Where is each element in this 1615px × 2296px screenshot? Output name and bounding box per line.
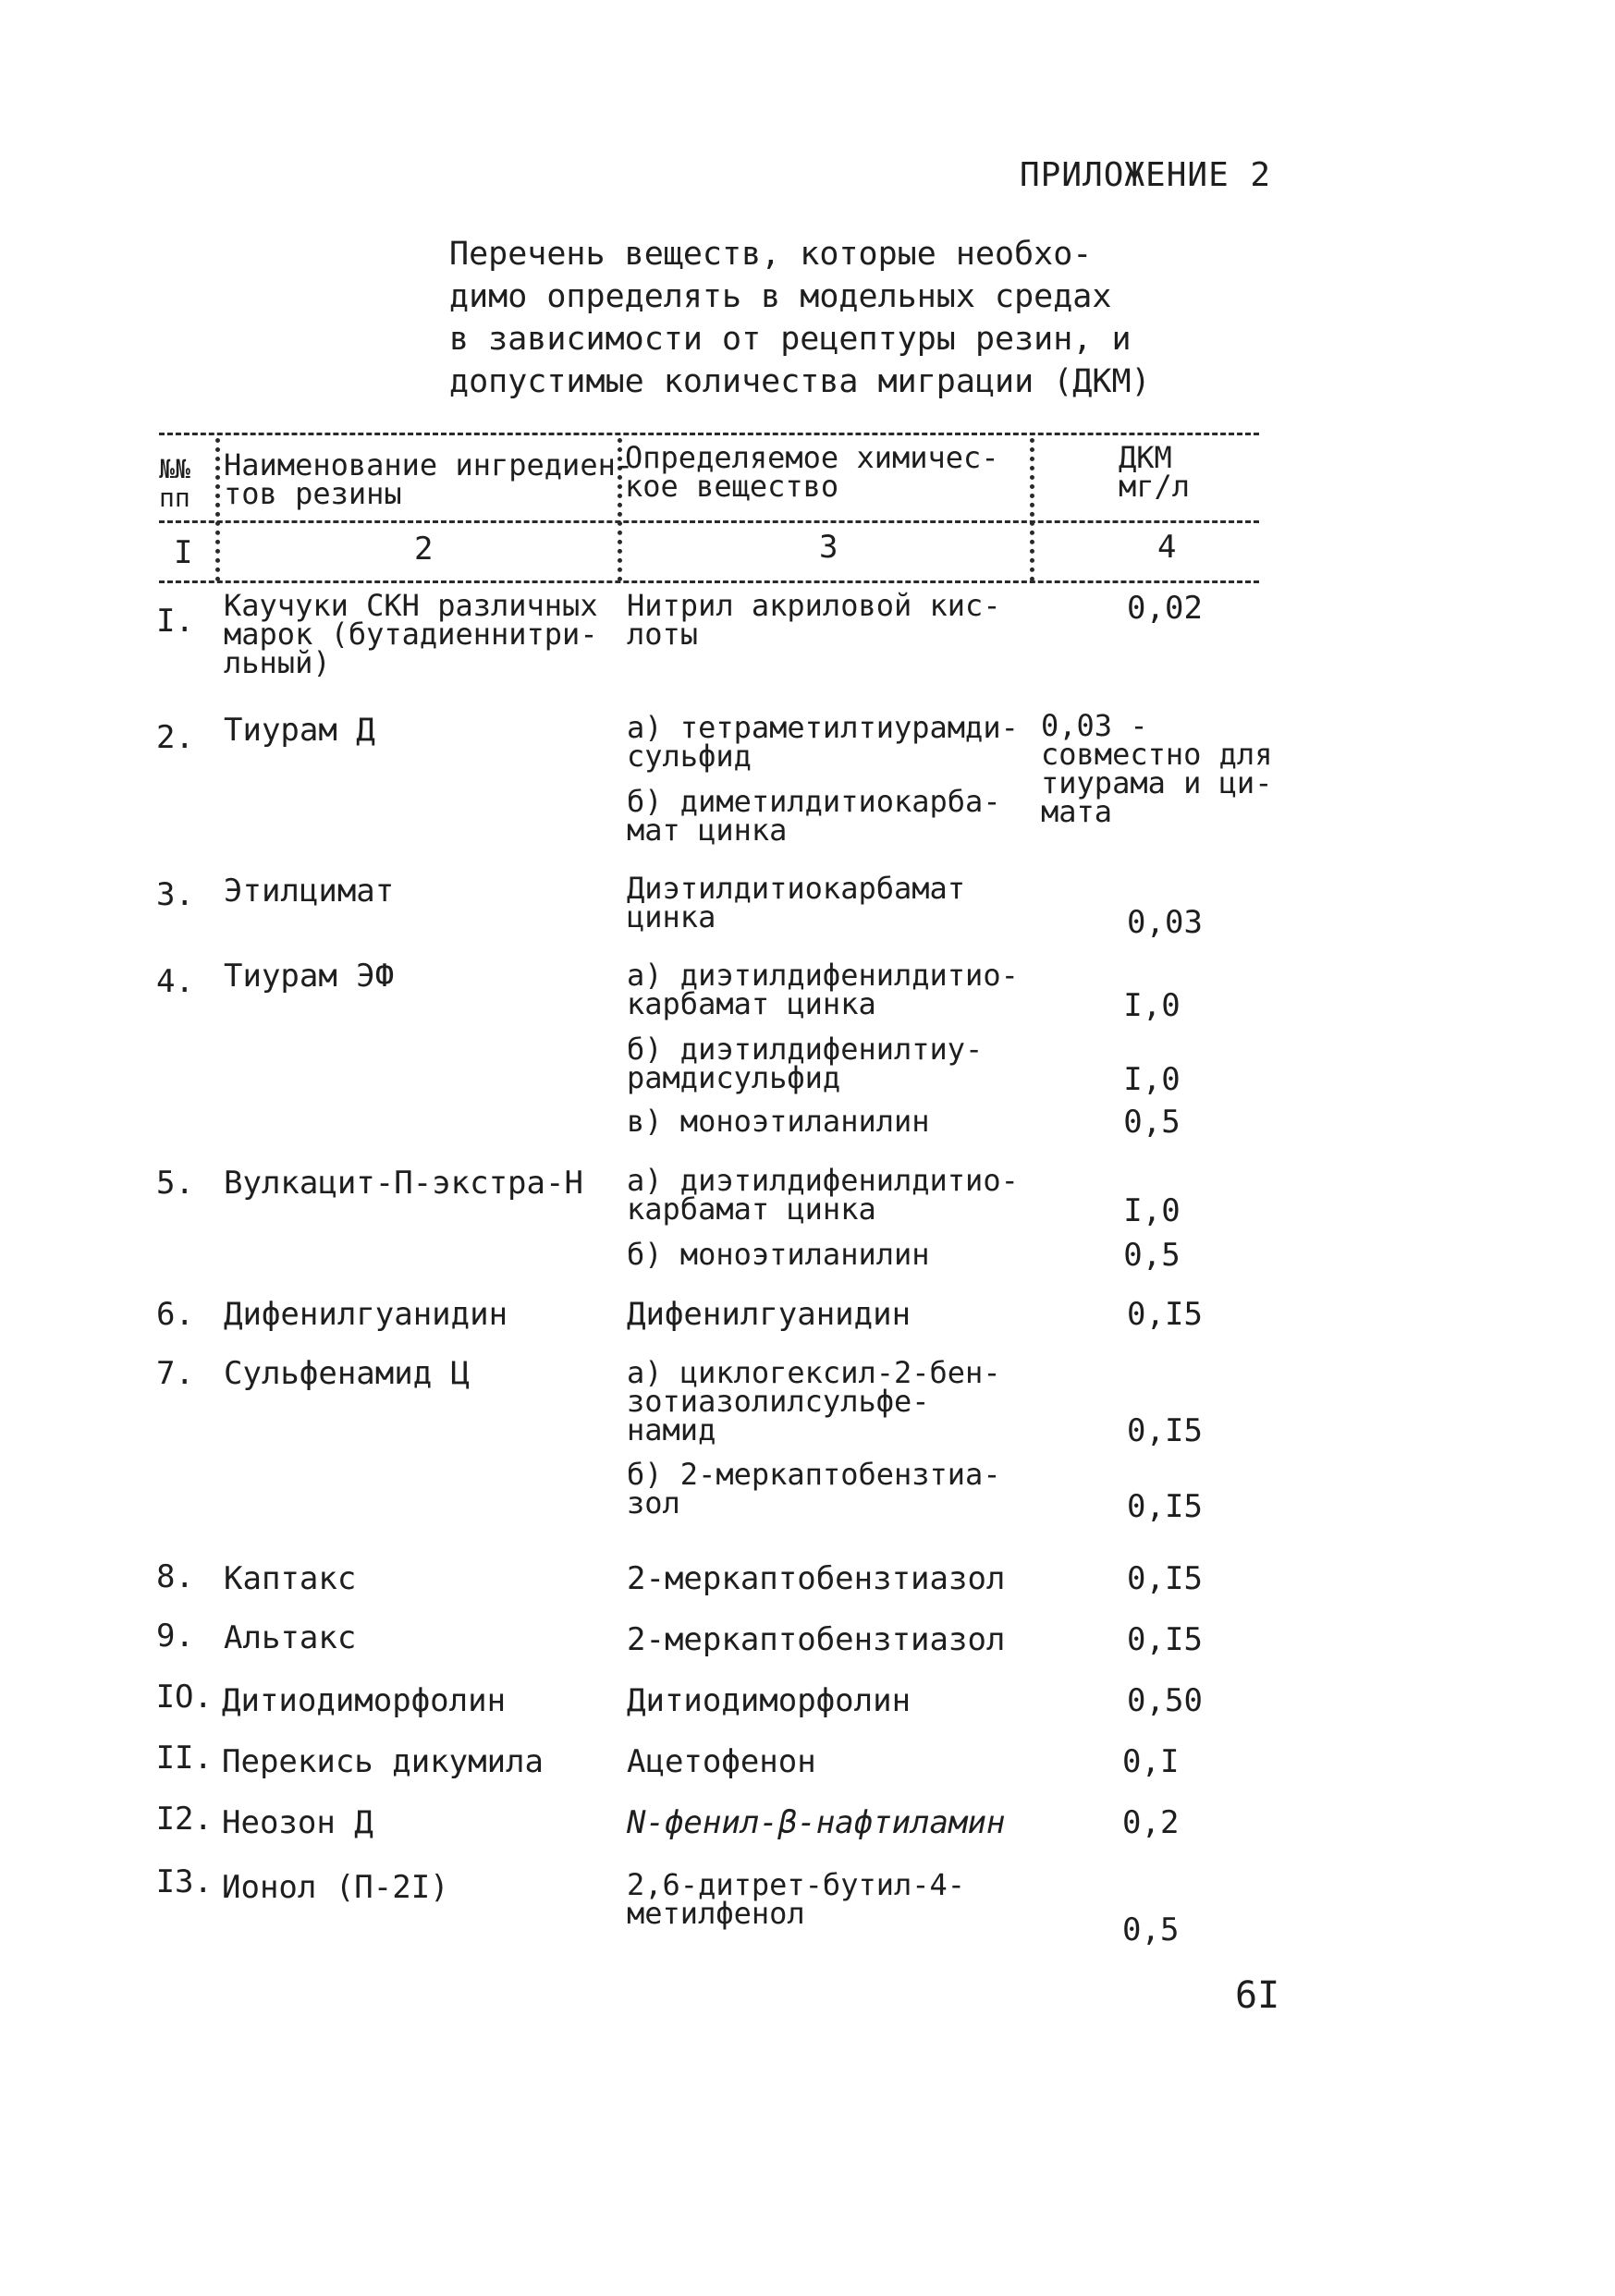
substance-text: 2-меркаптобензтиазол: [627, 1560, 1006, 1597]
appendix-title: ПРИЛОЖЕНИЕ 2: [1020, 156, 1272, 194]
ingredient-name: Тиурам Д: [224, 712, 375, 749]
ingredient-name: Неозон Д: [222, 1804, 373, 1841]
substance-text: а) тетраметилтиурамди- сульфид: [627, 710, 1019, 774]
dkm-value: 0,5: [1122, 1911, 1180, 1948]
row-number: 9.: [156, 1618, 194, 1655]
column-number-2: 2: [414, 531, 434, 568]
substance-text: 2-меркаптобензтиазол: [627, 1621, 1006, 1658]
ingredient-name: Каптакс: [224, 1560, 357, 1597]
dkm-value: I,0: [1123, 987, 1181, 1024]
dkm-value: 0,I5: [1127, 1560, 1203, 1597]
substance-text: 2,6-дитрет-бутил-4- метилфенол: [627, 1867, 966, 1931]
row-number: 6.: [156, 1296, 194, 1333]
substance-text: Ацетофенон: [627, 1743, 816, 1780]
substance-text: Нитрил акриловой кис- лоты: [627, 588, 1001, 652]
column-number-3: 3: [819, 529, 838, 566]
row-number: 3.: [156, 876, 194, 913]
dkm-value: 0,50: [1127, 1682, 1203, 1719]
dkm-value: I,0: [1123, 1061, 1181, 1098]
column-separator-3: [1030, 438, 1034, 581]
dkm-value: 0,I5: [1127, 1412, 1203, 1449]
column-number-4: 4: [1157, 529, 1177, 566]
row-number: 5.: [156, 1165, 194, 1202]
dkm-value: I,0: [1123, 1192, 1181, 1229]
row-number: 7.: [156, 1355, 194, 1392]
ingredient-name: Перекись дикумила: [222, 1743, 544, 1780]
substance-text: N-фенил-β-нафтиламин: [627, 1804, 1006, 1841]
ingredient-name: Этилцимат: [224, 873, 395, 910]
substance-text: б) моноэтиланилин: [627, 1237, 930, 1272]
ingredient-name: Ионол (П-2I): [222, 1869, 449, 1906]
row-number: IO.: [155, 1679, 213, 1716]
dkm-shared-value: 0,03 - совместно для тиурама и ци- мата: [1041, 708, 1273, 829]
row-number: I3.: [155, 1863, 213, 1900]
header-name: Наименование ингредиен- тов резины: [224, 447, 634, 511]
row-number: 2.: [156, 719, 194, 756]
table-caption: Перечень веществ, которые необхо- димо определять в модельных средах в зависимости от рецептуры резин, и допустимые количества миграции (ДКМ): [449, 236, 1151, 400]
ingredient-name: Дитиодиморфолин: [222, 1682, 507, 1719]
ingredient-name: Тиурам ЭФ: [224, 958, 395, 995]
dkm-value: 0,5: [1123, 1237, 1181, 1274]
substance-text: б) 2-меркаптобензтиа- зол: [627, 1457, 1001, 1520]
dkm-value: 0,I5: [1127, 1488, 1203, 1525]
substance-text: б) диэтилдифенилтиу- рамдисульфид: [627, 1032, 984, 1095]
ingredient-name: Вулкацит-П-экстра-Н: [224, 1165, 583, 1202]
dkm-value: 0,03: [1127, 904, 1203, 941]
column-numbers-bottom-rule: [159, 580, 1259, 583]
substance-text: а) диэтилдифенилдитио- карбамат цинка: [627, 1163, 1019, 1227]
dkm-value: 0,I5: [1127, 1621, 1203, 1658]
header-dkm: ДКМ мг/л: [1119, 440, 1191, 504]
row-number: I.: [156, 603, 194, 640]
dkm-value: 0,5: [1123, 1104, 1181, 1141]
row-number: II.: [155, 1740, 213, 1777]
page-number: 6I: [1235, 1974, 1280, 2017]
ingredient-name: Сульфенамид Ц: [224, 1355, 471, 1392]
ingredient-name: Каучуки СКН различных марок (бутадиеннитри- льный): [224, 588, 598, 680]
row-number: 8.: [156, 1558, 194, 1595]
table-top-rule: [159, 433, 1259, 435]
substance-text: Дитиодиморфолин: [627, 1682, 911, 1719]
column-separator-1: [215, 438, 220, 581]
dkm-value: 0,I: [1122, 1743, 1180, 1780]
row-number: I2.: [155, 1801, 213, 1838]
ingredient-name: Дифенилгуанидин: [224, 1296, 508, 1333]
substance-text: в) моноэтиланилин: [627, 1104, 930, 1139]
ingredient-name: Альтакс: [224, 1619, 357, 1656]
header-substance: Определяемое химичес- кое вещество: [625, 440, 999, 504]
substance-text: Диэтилдитиокарбамат цинка: [627, 871, 966, 934]
substance-text: а) циклогексил-2-бен- зотиазолилсульфе- намид: [627, 1355, 1001, 1447]
header-num: №№ пп: [159, 454, 190, 513]
substance-text: а) диэтилдифенилдитио- карбамат цинка: [627, 958, 1019, 1021]
dkm-value: 0,02: [1127, 590, 1203, 627]
column-number-1: I: [174, 534, 193, 571]
dkm-value: 0,I5: [1127, 1296, 1203, 1333]
substance-text: б) диметилдитиокарба- мат цинка: [627, 784, 1001, 848]
row-number: 4.: [156, 963, 194, 1000]
header-bottom-rule: [159, 520, 1259, 523]
dkm-value: 0,2: [1122, 1804, 1180, 1841]
substance-text: Дифенилгуанидин: [627, 1296, 911, 1333]
